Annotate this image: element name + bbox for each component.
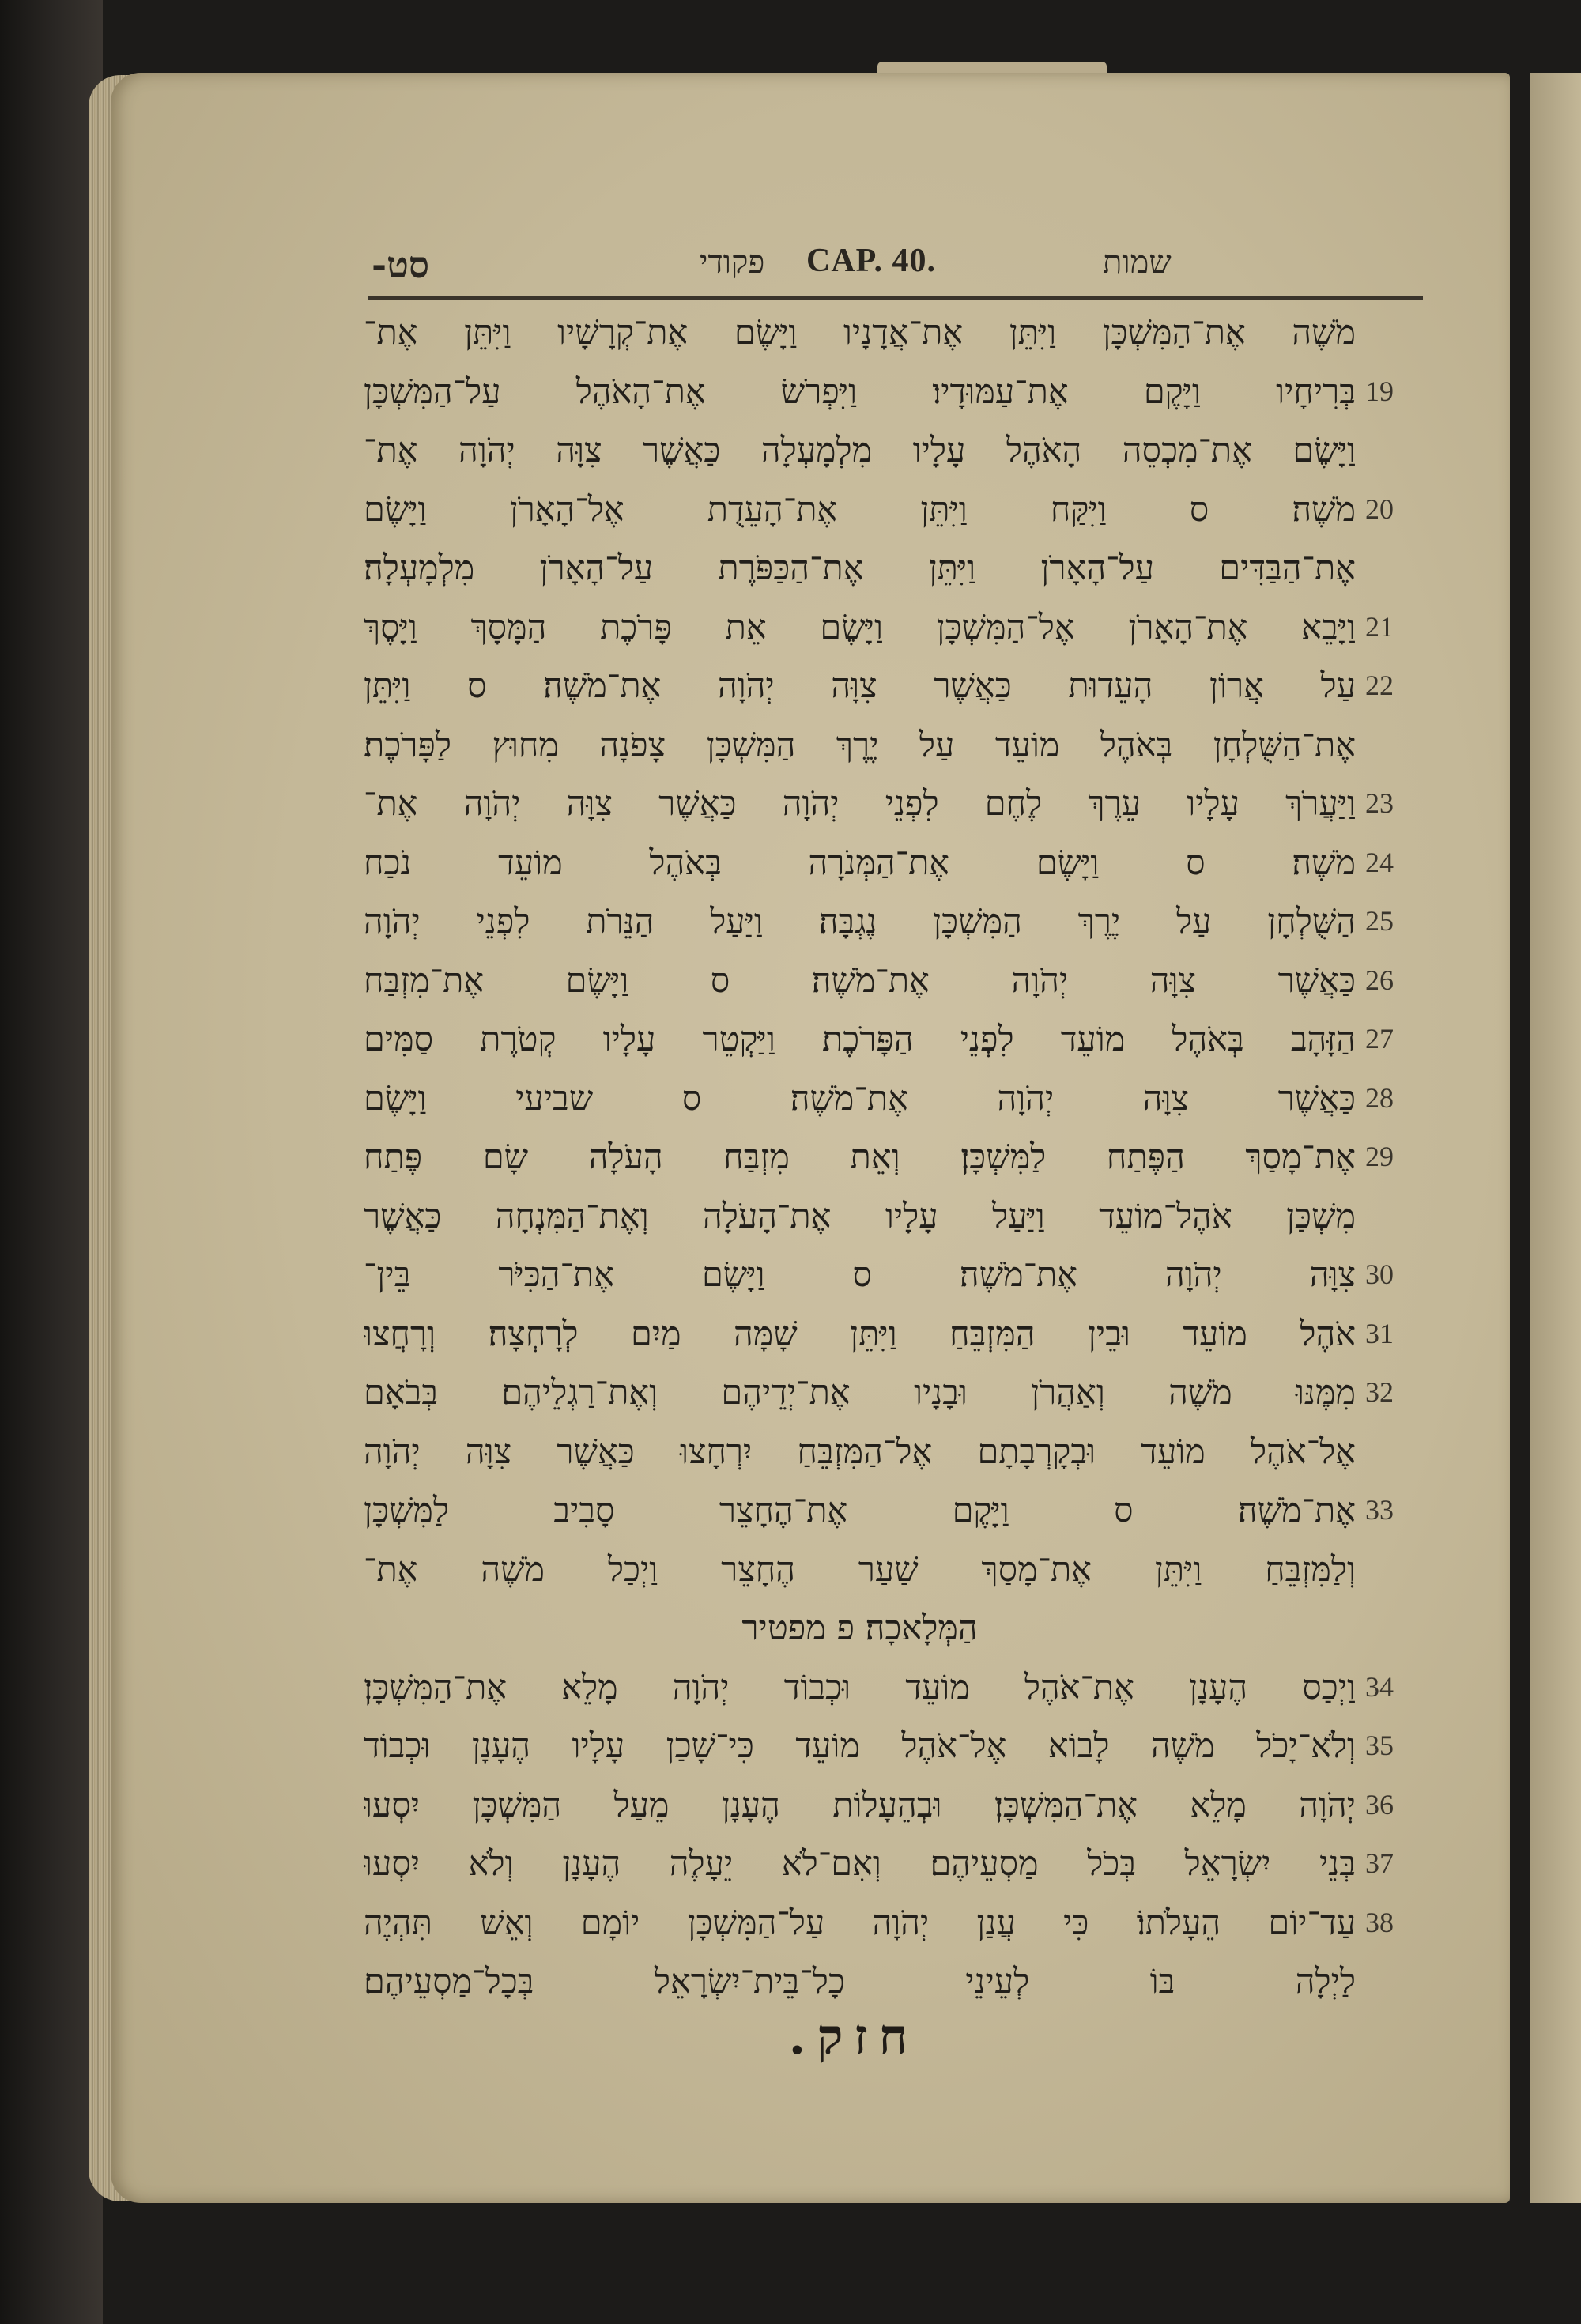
line-text: מֹשֶׁה׃ ס וַיִּקַּח וַיִּתֵּן אֶת־הָעֵדֻת אֶל־הָאָרֹן וַיָּשֶׂם [364, 489, 1356, 530]
text-block [348, 304, 1494, 2013]
facing-page-edge [1530, 73, 1581, 2203]
text-line [348, 304, 1494, 364]
text-line [348, 364, 1494, 423]
line-text: עַד־יוֹם הֵעָלֹתוֹ׃ כִּי עֲנַן יְהֹוָה עַל־הַמִּשְׁכָּן יוֹמָם וְאֵשׁ תִּהְיֶה [364, 1903, 1356, 1943]
verse-number: 32 [1365, 1376, 1394, 1408]
verse-number: 24 [1365, 846, 1394, 878]
text-line [348, 717, 1494, 776]
verse-number: 27 [1365, 1023, 1394, 1054]
line-text: וַיָּשֶׂם אֶת־מִכְסֵה הָאֹהֶל עָלָיו מִלְמָעְלָה כַּאֲשֶׁר צִוָּה יְהֹוָה אֶת־ [364, 431, 1356, 470]
verse-number: 38 [1365, 1906, 1394, 1938]
line-text: וַיָּבֵא אֶת־הָאָרֹן אֶל־הַמִּשְׁכָּן וַיָּשֶׂם אֵת פָּרֹכֶת הַמָּסָךְ וַיָּסֶךְ [364, 607, 1356, 647]
text-line [348, 422, 1494, 481]
verse-number: 22 [1365, 670, 1394, 701]
text-line [348, 1424, 1494, 1483]
line-text: אֶת־הַבַּדִּים עַל־הָאָרֹן וַיִּתֵּן אֶת־הַכַּפֹּרֶת עַל־הָאָרֹן מִלְמָעְלָה׃ [364, 549, 1356, 588]
line-text: וַיַּעֲרֹךְ עָלָיו עֵרֶךְ לֶחֶם לִפְנֵי יְהֹוָה כַּאֲשֶׁר צִוָּה יְהֹוָה אֶת־ [364, 784, 1356, 824]
verse-number: 35 [1365, 1730, 1394, 1761]
verse-number: 21 [1365, 610, 1394, 643]
line-text: אֶל־אֹהֶל מוֹעֵד וּבְקָרְבָתָם אֶל־הַמִּזְבֵּחַ יִרְחָצוּ כַּאֲשֶׁר צִוָּה יְהֹוָה [364, 1432, 1356, 1472]
text-line [348, 1247, 1494, 1306]
line-text: צִוָּה יְהֹוָה אֶת־מֹשֶׁה׃ ס וַיָּשֶׂם אֶת־הַכִּיֹּר בֵּין־ [364, 1255, 1356, 1295]
verse-number: 26 [1365, 964, 1394, 996]
verse-number: 33 [1365, 1494, 1394, 1526]
text-line [348, 775, 1494, 835]
line-text: אֶת־הַשֻּׁלְחָן בְּאֹהֶל מוֹעֵד עַל יֶרֶךְ הַמִּשְׁכָּן צָפֹנָה מִחוּץ לַפָּרֹכֶת׃ [364, 725, 1356, 765]
line-text: מִשְׁכַּן אֹהֶל־מוֹעֵד וַיַּעַל עָלָיו אֶת־הָעֹלָה וְאֶת־הַמִּנְחָה כַּאֲשֶׁר [364, 1196, 1356, 1236]
line-text: אֶת־מָסַךְ הַפֶּתַח לַמִּשְׁכָּן׃ וְאֵת מִזְבַּח הָעֹלָה שָׂם פֶּתַח [364, 1137, 1356, 1177]
text-line [348, 1777, 1494, 1836]
verse-number: 19 [1365, 375, 1394, 407]
text-line [348, 599, 1494, 658]
header-rule [368, 296, 1423, 300]
line-text: וְלֹא־יָכֹל מֹשֶׁה לָבוֹא אֶל־אֹהֶל מוֹעֵד כִּי־שָׁכַן עָלָיו הֶעָנָן וּכְבוֹד [364, 1726, 1356, 1766]
running-header [372, 237, 1360, 292]
verse-number: 25 [1365, 905, 1394, 937]
text-line [348, 893, 1494, 953]
page-number: סט- [372, 243, 430, 286]
line-text: וַיְכַס הֶעָנָן אֶת־אֹהֶל מוֹעֵד וּכְבוֹד יְהֹוָה מָלֵא אֶת־הַמִּשְׁכָּן׃ [364, 1667, 1356, 1707]
text-line [348, 658, 1494, 717]
line-text: וְלַמִּזְבֵּחַ וַיִּתֵּן אֶת־מָסַךְ שַׁעַר הֶחָצֵר וַיְכַל מֹשֶׁה אֶת־ [364, 1549, 1356, 1590]
chapter-label: CAP. 40. [806, 243, 936, 279]
text-line [348, 1659, 1494, 1718]
verse-number: 20 [1365, 492, 1394, 525]
closing-word: חזק. [788, 2008, 919, 2066]
text-line [348, 1541, 1494, 1601]
verse-number: 29 [1365, 1141, 1394, 1172]
book-spine [0, 0, 103, 2324]
line-text: לַיְלָה בּוֹ לְעֵינֵי כָל־בֵּית־יִשְׂרָאֵל בְּכָל־מַסְעֵיהֶם׃ [364, 1962, 1356, 2001]
text-line [348, 1188, 1494, 1247]
verse-number: 23 [1365, 787, 1394, 819]
text-line [348, 481, 1494, 541]
line-text: בְּרִיחָיו וַיָּקֶם אֶת־עַמּוּדָיו׃ וַיִּפְרֹשׂ אֶת־הָאֹהֶל עַל־הַמִּשְׁכָּן [364, 372, 1356, 412]
line-text: אֶת־מֹשֶׁה׃ ס וַיָּקֶם אֶת־הֶחָצֵר סָבִיב לַמִּשְׁכָּן [364, 1491, 1356, 1530]
line-text: אֹהֶל מוֹעֵד וּבֵין הַמִּזְבֵּחַ וַיִּתֵּן שָׁמָּה מַיִם לְרָחְצָה׃ וְרָחֲצוּ [364, 1314, 1356, 1354]
line-text: עַל אֲרוֹן הָעֵדוּת כַּאֲשֶׁר צִוָּה יְהֹוָה אֶת־מֹשֶׁה׃ ס וַיִּתֵּן [364, 666, 1356, 706]
line-text: כַּאֲשֶׁר צִוָּה יְהֹוָה אֶת־מֹשֶׁה׃ ס וַיָּשֶׂם אֶת־מִזְבַּח [364, 960, 1356, 1001]
verse-number: 37 [1365, 1847, 1394, 1879]
text-line [348, 1835, 1494, 1895]
text-line [348, 1600, 1494, 1659]
text-line [348, 1953, 1494, 2013]
text-line [348, 1129, 1494, 1188]
parashah-name: פקודי [700, 244, 765, 281]
line-text: יְהֹוָה מָלֵא אֶת־הַמִּשְׁכָּן׃ וּבְהֵעָלוֹת הֶעָנָן מֵעַל הַמִּשְׁכָּן יִסְעוּ [364, 1785, 1356, 1825]
verse-number: 34 [1365, 1670, 1394, 1703]
line-text: מִמֶּנּוּ מֹשֶׁה וְאַהֲרֹן וּבָנָיו אֶת־יְדֵיהֶם וְאֶת־רַגְלֵיהֶם׃ בְּבֹאָם [364, 1373, 1356, 1413]
verse-number: 30 [1365, 1258, 1394, 1290]
line-text: הַמְּלָאכָה׃ פ מפטיר [741, 1609, 978, 1648]
text-line [348, 953, 1494, 1012]
line-text: בְּנֵי יִשְׂרָאֵל בְּכֹל מַסְעֵיהֶם׃ וְאִם־לֹא יֵעָלֶה הֶעָנָן וְלֹא יִסְעוּ [364, 1844, 1356, 1884]
line-text: מֹשֶׁה אֶת־הַמִּשְׁכָּן וַיִּתֵּן אֶת־אֲדָנָיו וַיָּשֶׂם אֶת־קְרָשָׁיו וַיִּתֵּן אֶת־ [364, 313, 1356, 353]
text-line [348, 1070, 1494, 1130]
verse-number: 28 [1365, 1081, 1394, 1114]
line-text: הַזָּהָב בְּאֹהֶל מוֹעֵד לִפְנֵי הַפָּרֹכֶת׃ וַיַּקְטֵר עָלָיו קְטֹרֶת סַמִּים [364, 1020, 1356, 1059]
verse-number: 31 [1365, 1317, 1394, 1349]
text-line [348, 540, 1494, 599]
verse-number: 36 [1365, 1788, 1394, 1820]
book-name: שמות [1103, 244, 1172, 281]
text-line [348, 1364, 1494, 1424]
text-line [348, 1895, 1494, 1954]
line-text: מֹשֶׁה׃ ס וַיָּשֶׂם אֶת־הַמְּנֹרָה בְּאֹהֶל מוֹעֵד נֹכַח [364, 843, 1356, 883]
text-line [348, 1011, 1494, 1070]
text-line [348, 835, 1494, 894]
text-line [348, 1482, 1494, 1541]
line-text: הַשֻּׁלְחָן עַל יֶרֶךְ הַמִּשְׁכָּן נֶגְבָּה׃ וַיַּעַל הַנֵּרֹת לִפְנֵי יְהֹוָה [364, 902, 1356, 941]
text-line [348, 1306, 1494, 1365]
line-text: כַּאֲשֶׁר צִוָּה יְהֹוָה אֶת־מֹשֶׁה׃ ס שביעי וַיָּשֶׂם [364, 1078, 1356, 1119]
text-line [348, 1718, 1494, 1777]
